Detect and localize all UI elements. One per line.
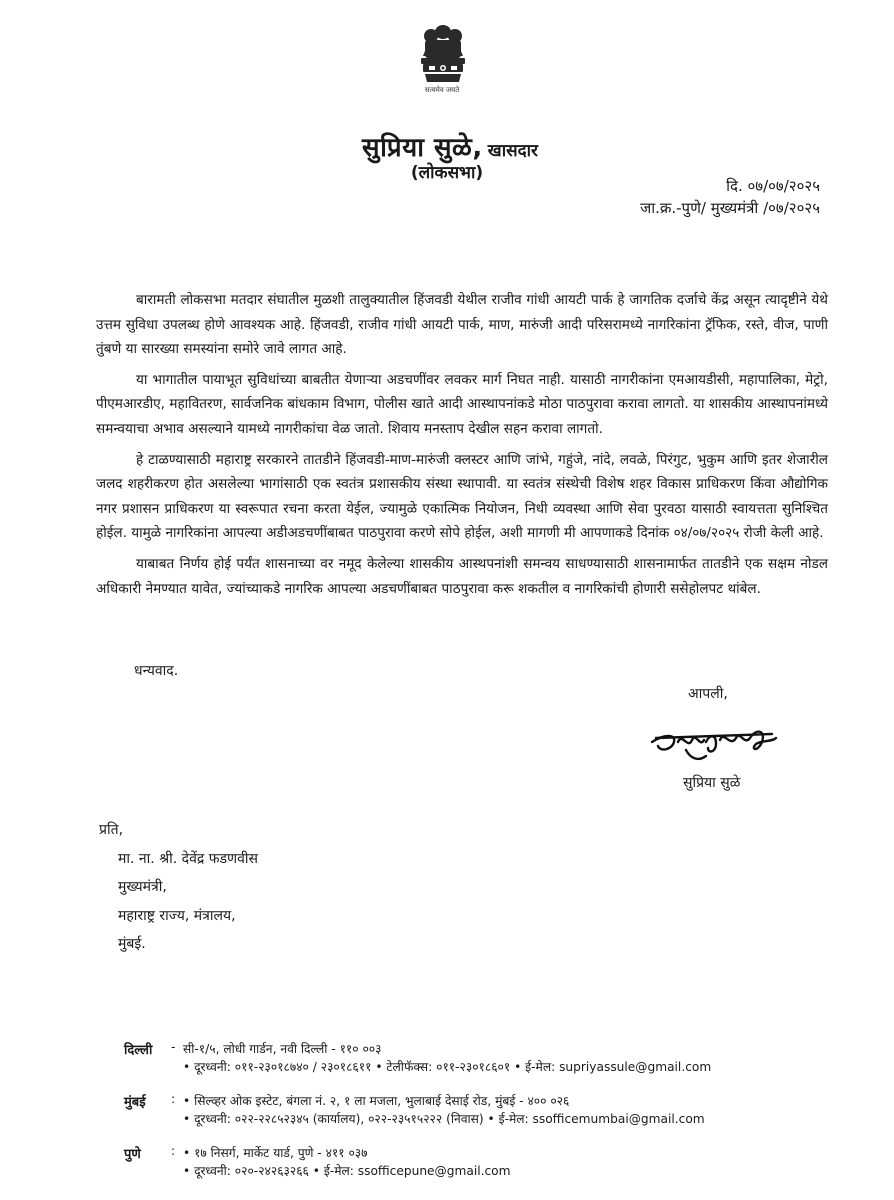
footer-contact: • दूरध्वनी: ०११-२३०१८७४० / २३०१८६११ • टेलीफॅक्स: ०११-२३०१८६०१ • ई-मेल: supriyassule@gmail.com <box>183 1060 712 1074</box>
footer-address: • १७ निसर्ग, मार्केट यार्ड, पुणे - ४११ ०३७ <box>183 1146 368 1160</box>
state-emblem-icon <box>413 22 473 84</box>
house-label: (लोकसभा) <box>410 163 484 183</box>
reference-number: जा.क्र.-पुणे/ मुख्यमंत्री /०७/२०२५ <box>640 199 820 217</box>
mp-name: सुप्रिया सुळे, <box>362 133 483 163</box>
footer-city: दिल्ली <box>124 1043 153 1058</box>
footer-city: मुंबई <box>124 1095 146 1110</box>
footer-office-mumbai: मुंबई : • सिल्व्हर ओक इस्टेट, बंगला नं. २, १ ला मजला, भुलाबाई देसाई रोड, मुंबई - ४०० ०२६ • दूरध्वनी: ०२२-२२८५२३४५ (कार्यालय), ०२२-२३५१५२२२ (निवास) • ई-मेल: ssofficemumbai@gmail.com <box>124 1092 804 1128</box>
footer-contact: • दूरध्वनी: ०२२-२२८५२३४५ (कार्यालय), ०२२-२३५१५२२२ (निवास) • ई-मेल: ssofficemumbai@gmail.com <box>183 1112 705 1126</box>
recipient-to: प्रति, <box>99 822 124 838</box>
recipient-line: मा. ना. श्री. देवेंद्र फडणवीस <box>118 850 259 867</box>
body-paragraph-2: या भागातील पायाभूत सुविधांच्या बाबतीत येणाऱ्या अडचणींवर लवकर मार्ग निघत नाही. यासाठी नागरीकांना एमआयडीसी, महापालिका, मेट्रो, पीएमआरडीए, महावितरण, सार्वजनिक बांधकाम विभाग, पोलीस खाते आदी आस्थापनांकडे मोठा पाठपुरावा करावा लागतो. या शासकीय आस्थापनांमध्ये समन्वयाचा अभाव असल्याने यामध्ये नागरीकांचा वेळ जातो. शिवाय मनस्ताप देखील सहन करावा लागतो. <box>96 371 828 437</box>
footer-address: सी-१/५, लोधी गार्डन, नवी दिल्ली - ११० ००३ <box>183 1042 382 1056</box>
body-paragraph-1: बारामती लोकसभा मतदार संघातील मुळशी तालुक्यातील हिंजवडी येथील राजीव गांधी आयटी पार्क हे जागतिक दर्जाचे केंद्र असून त्यादृष्टीने येथे उत्तम सुविधा उपलब्ध होणे आवश्यक आहे. हिंजवडी, राजीव गांधी आयटी पार्क, माण, मारुंजी आदी परिसरामध्ये नागरिकांना ट्रॅफिक, रस्ते, वीज, पाणी तुंबणे या सारख्या समस्यांना समोरे जावे लागत आहे. <box>96 292 828 358</box>
letter-date: दि. ०७/०७/२०२५ <box>726 177 820 195</box>
recipient-line: महाराष्ट्र राज्य, मंत्रालय, <box>118 907 236 924</box>
recipient-line: मुख्यमंत्री, <box>118 879 167 895</box>
letterhead-name <box>300 128 600 164</box>
footer-contact: • दूरध्वनी: ०२०-२४२६३२६६ • ई-मेल: ssofficepune@gmail.com <box>183 1164 511 1178</box>
closing-line: आपली, <box>688 686 728 702</box>
signature-icon <box>646 712 782 768</box>
body-paragraph-3: हे टाळण्यासाठी महाराष्ट्र सरकारने तातडीने हिंजवडी-माण-मारुंजी क्लस्टर आणि जांभे, गहुंजे, नांदे, लवळे, पिरंगुट, भुकुम आणि इतर शेजारील जलद शहरीकरण होत असलेल्या भागांसाठी एक स्वतंत्र प्रशासकीय संस्था स्थापावी. या स्वतंत्र संस्थेची विशेष शहर विकास प्राधिकरण किंवा औद्योगिक नगर प्रशासन प्राधिकरण या स्वरूपात रचना करता येईल, ज्यामुळे एकात्मिक नियोजन, निधी व्यवस्था आणि सेवा पुरवठा यासाठी स्वायत्तता सुनिश्चित होईल. यामुळे नागरिकांना आपल्या अडीअडचणींबाबत पाठपुरावा करणे सोपे होईल, अशी मागणी मी आपणाकडे दिनांक ०४/०७/२०२५ रोजी केली आहे. <box>96 451 828 542</box>
footer-address: • सिल्व्हर ओक इस्टेट, बंगला नं. २, १ ला मजला, भुलाबाई देसाई रोड, मुंबई - ४०० ०२६ <box>183 1094 570 1108</box>
signatory-name: सुप्रिया सुळे <box>683 775 741 791</box>
mp-title: खासदार <box>487 141 538 161</box>
body-paragraph-4: याबाबत निर्णय होई पर्यंत शासनाच्या वर नमूद केलेल्या शासकीय आस्थपनांशी समन्वय साधण्यासाठी शासनामार्फत तातडीने एक सक्षम नोडल अधिकारी नेमण्यात यावेत, ज्यांच्याकडे नागरिक आपल्या अडचणींबाबत पाठपुरावा करू शकतील व नागरिकांची होणारी ससेहोलपट थांबेल. <box>96 555 828 597</box>
thanks-line: धन्यवाद. <box>134 663 179 679</box>
recipient-line: मुंबई. <box>118 936 146 952</box>
letterhead-footer <box>124 1040 804 1196</box>
letter-body <box>96 288 828 607</box>
footer-city: पुणे <box>124 1147 141 1162</box>
footer-office-pune: पुणे : • १७ निसर्ग, मार्केट यार्ड, पुणे - ४११ ०३७ • दूरध्वनी: ०२०-२४२६३२६६ • ई-मेल: ssofficepune@gmail.com <box>124 1144 804 1180</box>
emblem-motto: सत्यमेव जयते <box>424 86 460 94</box>
recipient-address <box>99 816 258 959</box>
footer-office-delhi: दिल्ली - सी-१/५, लोधी गार्डन, नवी दिल्ली - ११० ००३ • दूरध्वनी: ०११-२३०१८७४० / २३०१८६११ • टेलीफॅक्स: ०११-२३०१८६०१ • ई-मेल: supriyassule@gmail.com <box>124 1040 804 1076</box>
